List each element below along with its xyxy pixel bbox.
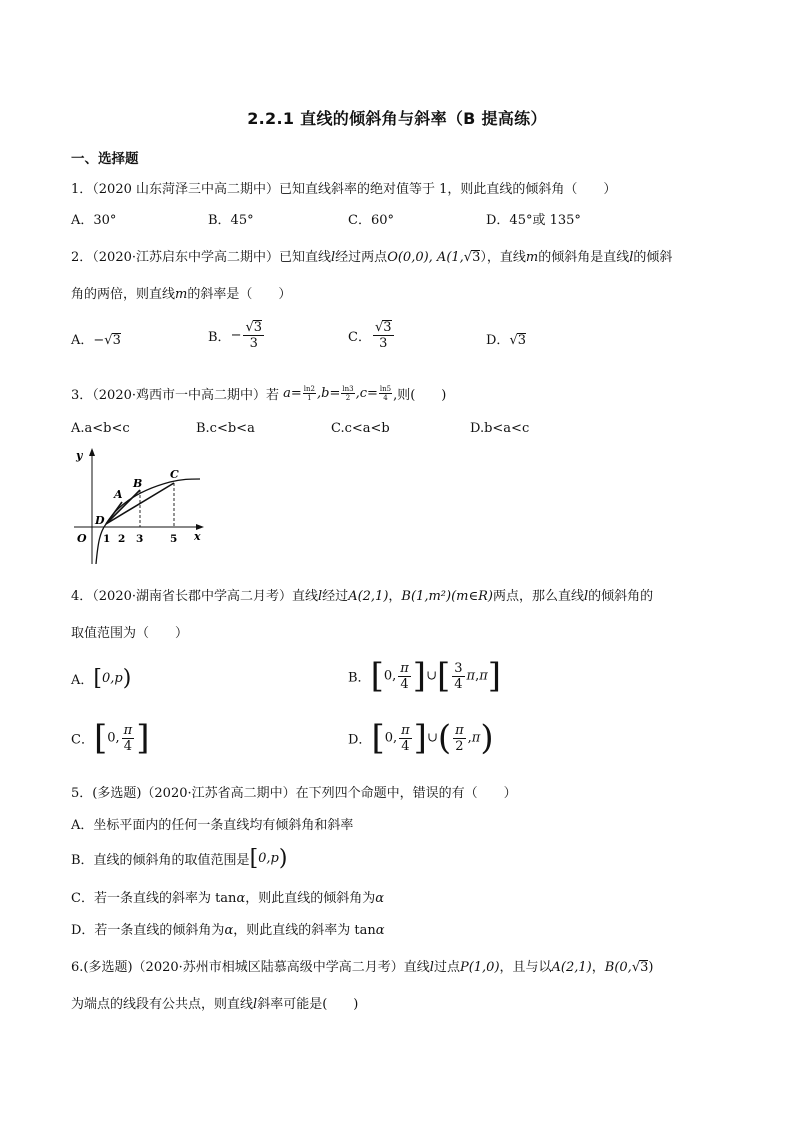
label-b: B (133, 477, 143, 490)
label-c: C (170, 468, 179, 481)
q4-option-a: A．[0,p) (71, 666, 132, 691)
q3-option-b: B.c<b<a (196, 421, 255, 436)
label-a: A (114, 488, 123, 501)
q3-graph (70, 446, 210, 570)
q2-stem-line1: 2．（2020·江苏启东中学高二期中）已知直线l经过两点O(0,0), A(1,√3），直线m的倾斜角是直线l的倾斜 (71, 250, 673, 265)
q1-option-c: C．60° (348, 213, 394, 228)
q3-option-c: C.c<a<b (331, 421, 390, 436)
q4-option-c: C．[0, $\frac{\pi}{4}$ ] (71, 718, 150, 758)
section-heading: 一、选择题 (71, 151, 139, 167)
q2-option-d: D．√3 (486, 333, 527, 348)
tick-2: 2 (118, 533, 126, 545)
q1-option-b: B．45° (208, 213, 254, 228)
q3-option-d: D.b<a<c (470, 421, 530, 436)
q3-option-a: A.a<b<c (71, 421, 130, 436)
q5-option-d: D．若一条直线的倾斜角为α，则此直线的斜率为 tanα (71, 923, 385, 938)
y-arrow (89, 448, 95, 456)
q2-stem-line2: 角的两倍，则直线m的斜率是（ ） (71, 287, 292, 302)
tick-1: 1 (103, 533, 111, 545)
label-d: D (95, 514, 105, 527)
q1-stem: 1．（2020 山东菏泽三中高二期中）已知直线斜率的绝对值等于 1，则此直线的倾斜角（ ） (71, 182, 617, 197)
sqrt-3: 3 (472, 250, 481, 265)
q5-option-c: C．若一条直线的斜率为 tanα，则此直线的倾斜角为α (71, 891, 385, 906)
q6-stem-line1: 6.(多选题)（2020·苏州市相城区陆慕高级中学高二月考）直线l过点P(1,0)，且与以A(2,1)，B(0,√3) (71, 960, 654, 975)
page-title: 2.2.1 直线的倾斜角与斜率（B 提高练） (247, 109, 547, 128)
q4-stem-line1: 4．（2020·湖南省长郡中学高二月考）直线l经过A(2,1)，B(1,m²)(m∈R)两点，那么直线l的倾斜角的 (71, 589, 654, 604)
label-y: y (76, 449, 83, 462)
tick-3: 3 (136, 533, 144, 545)
q5-option-a: A．坐标平面内的任何一条直线均有倾斜角和斜率 (71, 818, 354, 833)
q4-option-b: B．[0, $\frac{\pi}{4}$ ]∪[ $\frac{3}{4}$ π,π] (348, 656, 502, 696)
tick-5: 5 (170, 533, 178, 545)
q5-stem: 5．(多选题)（2020·江苏省高二期中）在下列四个命题中，错误的有（ ） (71, 786, 517, 801)
q6-stem-line2: 为端点的线段有公共点，则直线l斜率可能是( ) (71, 997, 359, 1012)
q3-stem: 3．（2020·鸡西市一中高二期中）若 a= $\frac{\ln 2}{1}$ ,b= $\frac{\ln 3}{2}$ ,c= $\frac{\ln 5}{4}$ ,则( ) (71, 385, 447, 403)
q2-option-a: A．−√3 (71, 333, 121, 348)
q5-option-b: B．直线的倾斜角的取值范围是[0,p) (71, 846, 288, 871)
q1-option-a: A．30° (71, 213, 117, 228)
q2-option-b: B．− $\frac{√3}{3}$ (208, 320, 263, 351)
q4-stem-line2: 取值范围为（ ） (71, 626, 189, 641)
q1-option-d: D．45°或 135° (486, 213, 581, 228)
label-x: x (194, 530, 201, 543)
q4-option-d: D．[0, $\frac{\pi}{4}$ ]∪( $\frac{\pi}{2}$ ,π) (348, 718, 494, 758)
label-o: O (77, 532, 87, 545)
q2-option-c: C． $\frac{√3}{3}$ (348, 320, 392, 351)
